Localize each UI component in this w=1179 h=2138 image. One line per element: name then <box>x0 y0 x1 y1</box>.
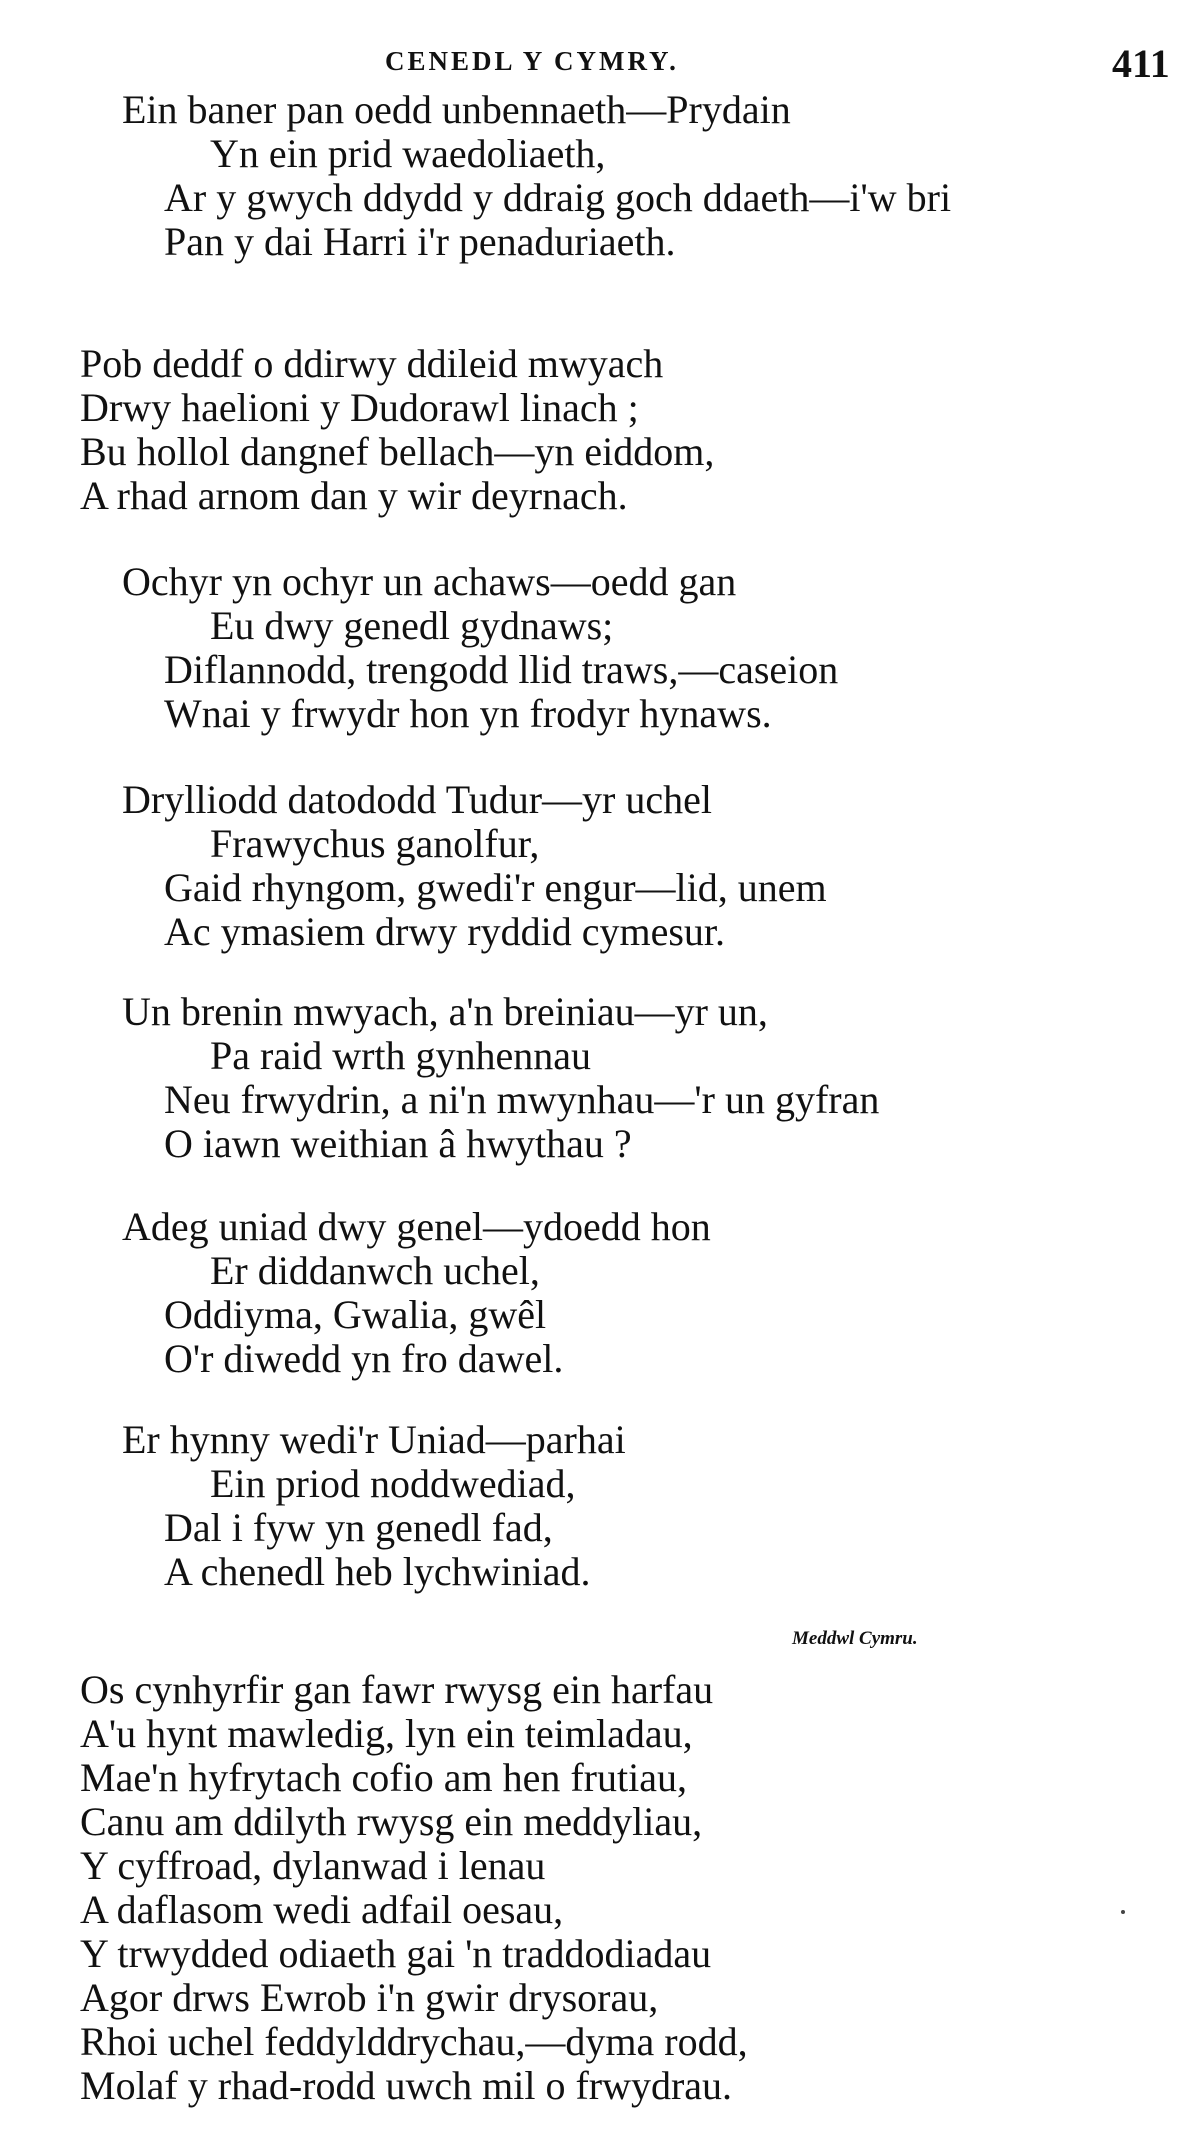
verse-line: Er diddanwch uchel, <box>210 1248 540 1293</box>
verse-line: Pob deddf o ddirwy ddileid mwyach <box>80 341 664 386</box>
verse-line: A rhad arnom dan y wir deyrnach. <box>80 473 628 518</box>
verse-line: A'u hynt mawledig, lyn ein teimladau, <box>80 1711 693 1756</box>
verse-line: Wnai y frwydr hon yn frodyr hynaws. <box>164 691 772 736</box>
verse-line: Bu hollol dangnef bellach—yn eiddom, <box>80 429 715 474</box>
verse-line: Oddiyma, Gwalia, gwêl <box>164 1292 547 1337</box>
verse-line: Yn ein prid waedoliaeth, <box>210 131 606 176</box>
verse-line: Ein priod noddwediad, <box>210 1461 576 1506</box>
verse-line: Mae'n hyfrytach cofio am hen frutiau, <box>80 1755 687 1800</box>
verse-line: Gaid rhyngom, gwedi'r engur—lid, unem <box>164 865 827 910</box>
verse-line: Diflannodd, trengodd llid traws,—caseion <box>164 647 839 692</box>
verse-line: Dal i fyw yn genedl fad, <box>164 1505 553 1550</box>
attribution: Meddwl Cymru. <box>792 1628 918 1649</box>
verse-line: A chenedl heb lychwiniad. <box>164 1549 591 1594</box>
verse-line: Os cynhyrfir gan fawr rwysg ein harfau <box>80 1667 714 1712</box>
verse-line: Ac ymasiem drwy ryddid cymesur. <box>164 909 725 954</box>
verse-line: Y trwydded odiaeth gai 'n traddodiadau <box>80 1931 712 1976</box>
verse-line: Ochyr yn ochyr un achaws—oedd gan <box>122 559 737 604</box>
verse-line: Ein baner pan oedd unbennaeth—Prydain <box>122 87 791 132</box>
verse-line: Rhoi uchel feddylddrychau,—dyma rodd, <box>80 2019 748 2064</box>
verse-line: Pa raid wrth gynhennau <box>210 1033 592 1078</box>
verse-line: Adeg uniad dwy genel—ydoedd hon <box>122 1204 711 1249</box>
running-title: CENEDL Y CYMRY. <box>385 46 679 76</box>
verse-line: O iawn weithian â hwythau ? <box>164 1121 632 1166</box>
verse-line: Er hynny wedi'r Uniad—parhai <box>122 1417 626 1462</box>
verse-line: Un brenin mwyach, a'n breiniau—yr un, <box>122 989 768 1034</box>
verse-line: Agor drws Ewrob i'n gwir drysorau, <box>80 1975 659 2020</box>
verse-line: O'r diwedd yn fro dawel. <box>164 1336 564 1381</box>
verse-line: Drwy haelioni y Dudorawl linach ; <box>80 385 639 430</box>
verse-line: Canu am ddilyth rwysg ein meddyliau, <box>80 1799 703 1844</box>
page-number: 411 <box>1112 41 1170 86</box>
verse-line: Frawychus ganolfur, <box>210 821 540 866</box>
verse-line: Ar y gwych ddydd y ddraig goch ddaeth—i'w bri <box>164 175 952 220</box>
verse-line: Drylliodd datododd Tudur—yr uchel <box>122 777 712 822</box>
ink-speck <box>1121 1910 1125 1914</box>
verse-line: Y cyffroad, dylanwad i lenau <box>80 1843 546 1888</box>
verse-line: Eu dwy genedl gydnaws; <box>210 603 614 648</box>
running-head <box>0 40 1179 90</box>
verse-line: Neu frwydrin, a ni'n mwynhau—'r un gyfran <box>164 1077 880 1122</box>
verse-line: Molaf y rhad-rodd uwch mil o frwydrau. <box>80 2063 733 2108</box>
verse-line: Pan y dai Harri i'r penaduriaeth. <box>164 219 676 264</box>
verse-line: A daflasom wedi adfail oesau, <box>80 1887 564 1932</box>
